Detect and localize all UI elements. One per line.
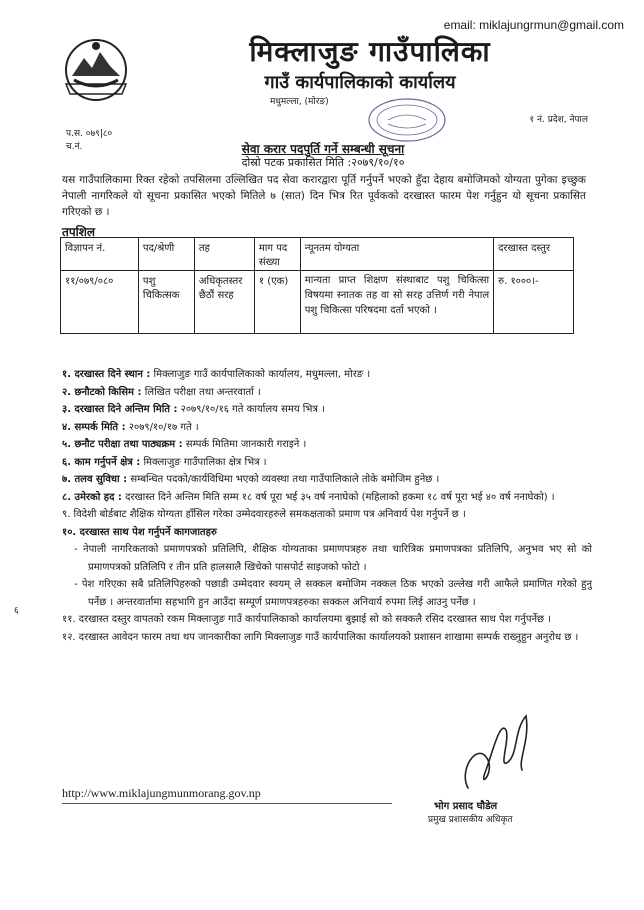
list-item	[62, 454, 592, 472]
item-label: ६. काम गर्नुपर्ने क्षेत्र :	[62, 456, 141, 468]
table-header-cell: विज्ञापन नं.	[61, 238, 139, 271]
table-cell: मान्यता प्राप्त शिक्षण संस्थाबाट पशु चिकित्सा विषयमा स्नातक तह वा सो सरह उत्तिर्ण गरी नेपाल पशु चिकित्सा परिषदमा दर्ता भएको ।	[300, 271, 493, 334]
table-header-cell: तह	[194, 238, 254, 271]
list-item	[62, 366, 592, 384]
conditions-list	[62, 366, 592, 646]
table-cell: ११/०७९/०८०	[61, 271, 139, 334]
item-label: ५. छनौट परीक्षा तथा पाठ्यक्रम :	[62, 439, 183, 450]
table-cell: अधिकृतस्तर छैठौं सरह	[194, 271, 254, 334]
table-header-cell: पद/श्रेणी	[138, 238, 194, 271]
item-label: ४. सम्पर्क मिति :	[62, 421, 126, 433]
item-text: २०७९/१०/१७ गते ।	[125, 421, 199, 433]
letter-number: प.स. ०७९|८०	[66, 129, 113, 139]
org-title: मिक्लाजुङ गाउँपालिका	[249, 35, 491, 68]
item-text: मिक्लाजुङ गाउँपालिका क्षेत्र भित्र ।	[140, 456, 267, 468]
item-text: २०७९/१०/१६ गते कार्यालय समय भित्र ।	[177, 404, 325, 415]
website-link[interactable]: http://www.miklajungmunmorang.gov.np	[62, 786, 261, 800]
list-item	[62, 524, 592, 542]
table-header-cell: माग पद संख्या	[254, 238, 300, 271]
list-item	[62, 471, 592, 489]
item-label: ८. उमेरको हद :	[62, 491, 122, 503]
table-header-row	[61, 238, 574, 271]
table-cell: पशु चिकित्सक	[138, 271, 194, 334]
list-item	[62, 489, 592, 507]
list-item	[62, 436, 592, 454]
item-label: ३. दरखास्त दिने अन्तिम मिति :	[62, 404, 178, 415]
office-address: मधुमल्ला, (मोरङ)	[270, 97, 329, 107]
signer-title: प्रमुख प्रशासकीय अधिकृत	[428, 815, 513, 825]
handwritten-signature	[448, 700, 548, 800]
item-label: २. छनौटको किसिम :	[62, 386, 142, 398]
province-label: १ नं. प्रदेश, नेपाल	[529, 115, 588, 125]
list-item: १२. दरखास्त आवेदन फारम तथा थप जानकारीका लागि मिक्लाजुङ गाउँ कार्यपालिका कार्यालयको प्रशासन शाखामा सम्पर्क राख्नुहुन अनुरोध छ ।	[62, 631, 579, 643]
item-text: दरखास्त दिने अन्तिम मिति सम्म १८ वर्ष पूरा भई ३५ वर्ष ननाघेको (महिलाको हकमा १८ वर्ष पूरा भई ४० वर्ष ननाघेको) ।	[121, 491, 555, 503]
table-cell: रु. १०००।-	[494, 271, 574, 334]
office-stamp	[366, 96, 448, 144]
list-item: ११. दरखास्त दस्तुर वापतको रकम मिक्लाजुङ गाउँ कार्यपालिकाको कार्यालयमा बुझाई सो को सक्कलै रसिद दरखास्त साथ पेश गर्नुपर्नेछ ।	[62, 614, 552, 625]
published-date: दोस्रो पटक प्रकासित मिति :२०७९/१०/१०	[241, 156, 405, 169]
item-text: लिखित परीक्षा तथा अन्तरवार्ता ।	[141, 386, 261, 398]
item-text: सम्बन्धित पदको/कार्यविधिमा भएको व्यवस्था तथा गाउँपालिकाले तोके बमोजिम हुनेछ ।	[127, 474, 440, 485]
sub-list-item: - नेपाली नागरिकताको प्रमाणपत्रको प्रतिलिपि, शैक्षिक योग्यताका प्रमाणपत्रहरु तथा चारित्रिक प्रमाणपत्रका प्रतिलिपि, अनुभव भए सो को प्रमाणपत्रको प्रतिलिपि र तीन प्रति हालसालै खिचेको पासपोर्ट साइजको फोटो ।	[74, 544, 592, 573]
list-item	[62, 401, 592, 419]
footer-divider	[62, 803, 392, 804]
header-email: email: miklajungrmun@gmail.com	[443, 18, 624, 32]
item-text: मिक्लाजुङ गाउँ कार्यपालिकाको कार्यालय, मधुमल्ला, मोरङ ।	[150, 369, 371, 380]
vacancy-table	[60, 237, 574, 334]
nepal-emblem-logo	[62, 36, 130, 102]
dispatch-number: च.नं.	[66, 142, 83, 152]
list-item	[62, 384, 592, 402]
item-text: सम्पर्क मितिमा जानकारी गराइने ।	[182, 439, 307, 450]
list-item	[62, 506, 592, 524]
list-item	[62, 419, 592, 437]
table-row	[61, 271, 574, 334]
notice-intro: यस गाउँपालिकामा रिक्त रहेको तपसिलमा उल्लिखित पद सेवा करारद्वारा पूर्ति गर्नुपर्ने भएको हुँदा देहाय बमोजिमको योग्यता पुगेका इच्छुक नेपाली नागरिकले यो सूचना प्रकासित भएको मितिले ७ (सात) दिन भित्र रित पूर्वकको दरखास्त फारम पेश गर्नुहुन यो सूचना प्रकासित गरिएको छ ।	[62, 174, 586, 218]
item-label: १. दरखास्त दिने स्थान :	[62, 369, 151, 380]
item-label: १०. दरखास्त साथ पेश गर्नुपर्ने कागजातहरु	[62, 526, 217, 538]
item-text: ९. विदेशी बोर्डबाट शैक्षिक योग्यता हाँसिल गरेका उम्मेदवारहरुले समकक्षताको प्रमाण पत्र अनिवार्य पेश गर्नुपर्ने छ ।	[62, 509, 466, 520]
signer-name: भोग प्रसाद घौडेल	[434, 801, 498, 812]
sub-list-item: - पेश गरिएका सबै प्रतिलिपिहरुको पछाडी उम्मेदवार स्वयम् ले सक्कल बमोजिम नक्कल ठिक भएको उल्लेख गरी आफैले प्रमाणित गरेको हुनु पर्नेछ । अन्तरवार्तामा सहभागि हुन आउँदा सम्पूर्ण प्रमाणपत्रहरुका सक्कल अनिवार्य रुपमा लिई आउनु पर्नेछ ।	[74, 579, 592, 608]
table-cell: १ (एक)	[254, 271, 300, 334]
office-subtitle: गाउँ कार्यपालिकाको कार्यालय	[264, 72, 456, 93]
table-header-cell: दरखास्त दस्तुर	[494, 238, 574, 271]
item-label: ७. तलव सुविधा :	[62, 474, 128, 485]
table-header-cell: न्यूनतम योग्यता	[300, 238, 493, 271]
details-heading: तपशिल	[62, 225, 96, 239]
notice-heading: सेवा करार पदपुर्ति गर्ने सम्बन्धी सूचना	[241, 142, 405, 156]
margin-mark: ६	[14, 606, 19, 616]
